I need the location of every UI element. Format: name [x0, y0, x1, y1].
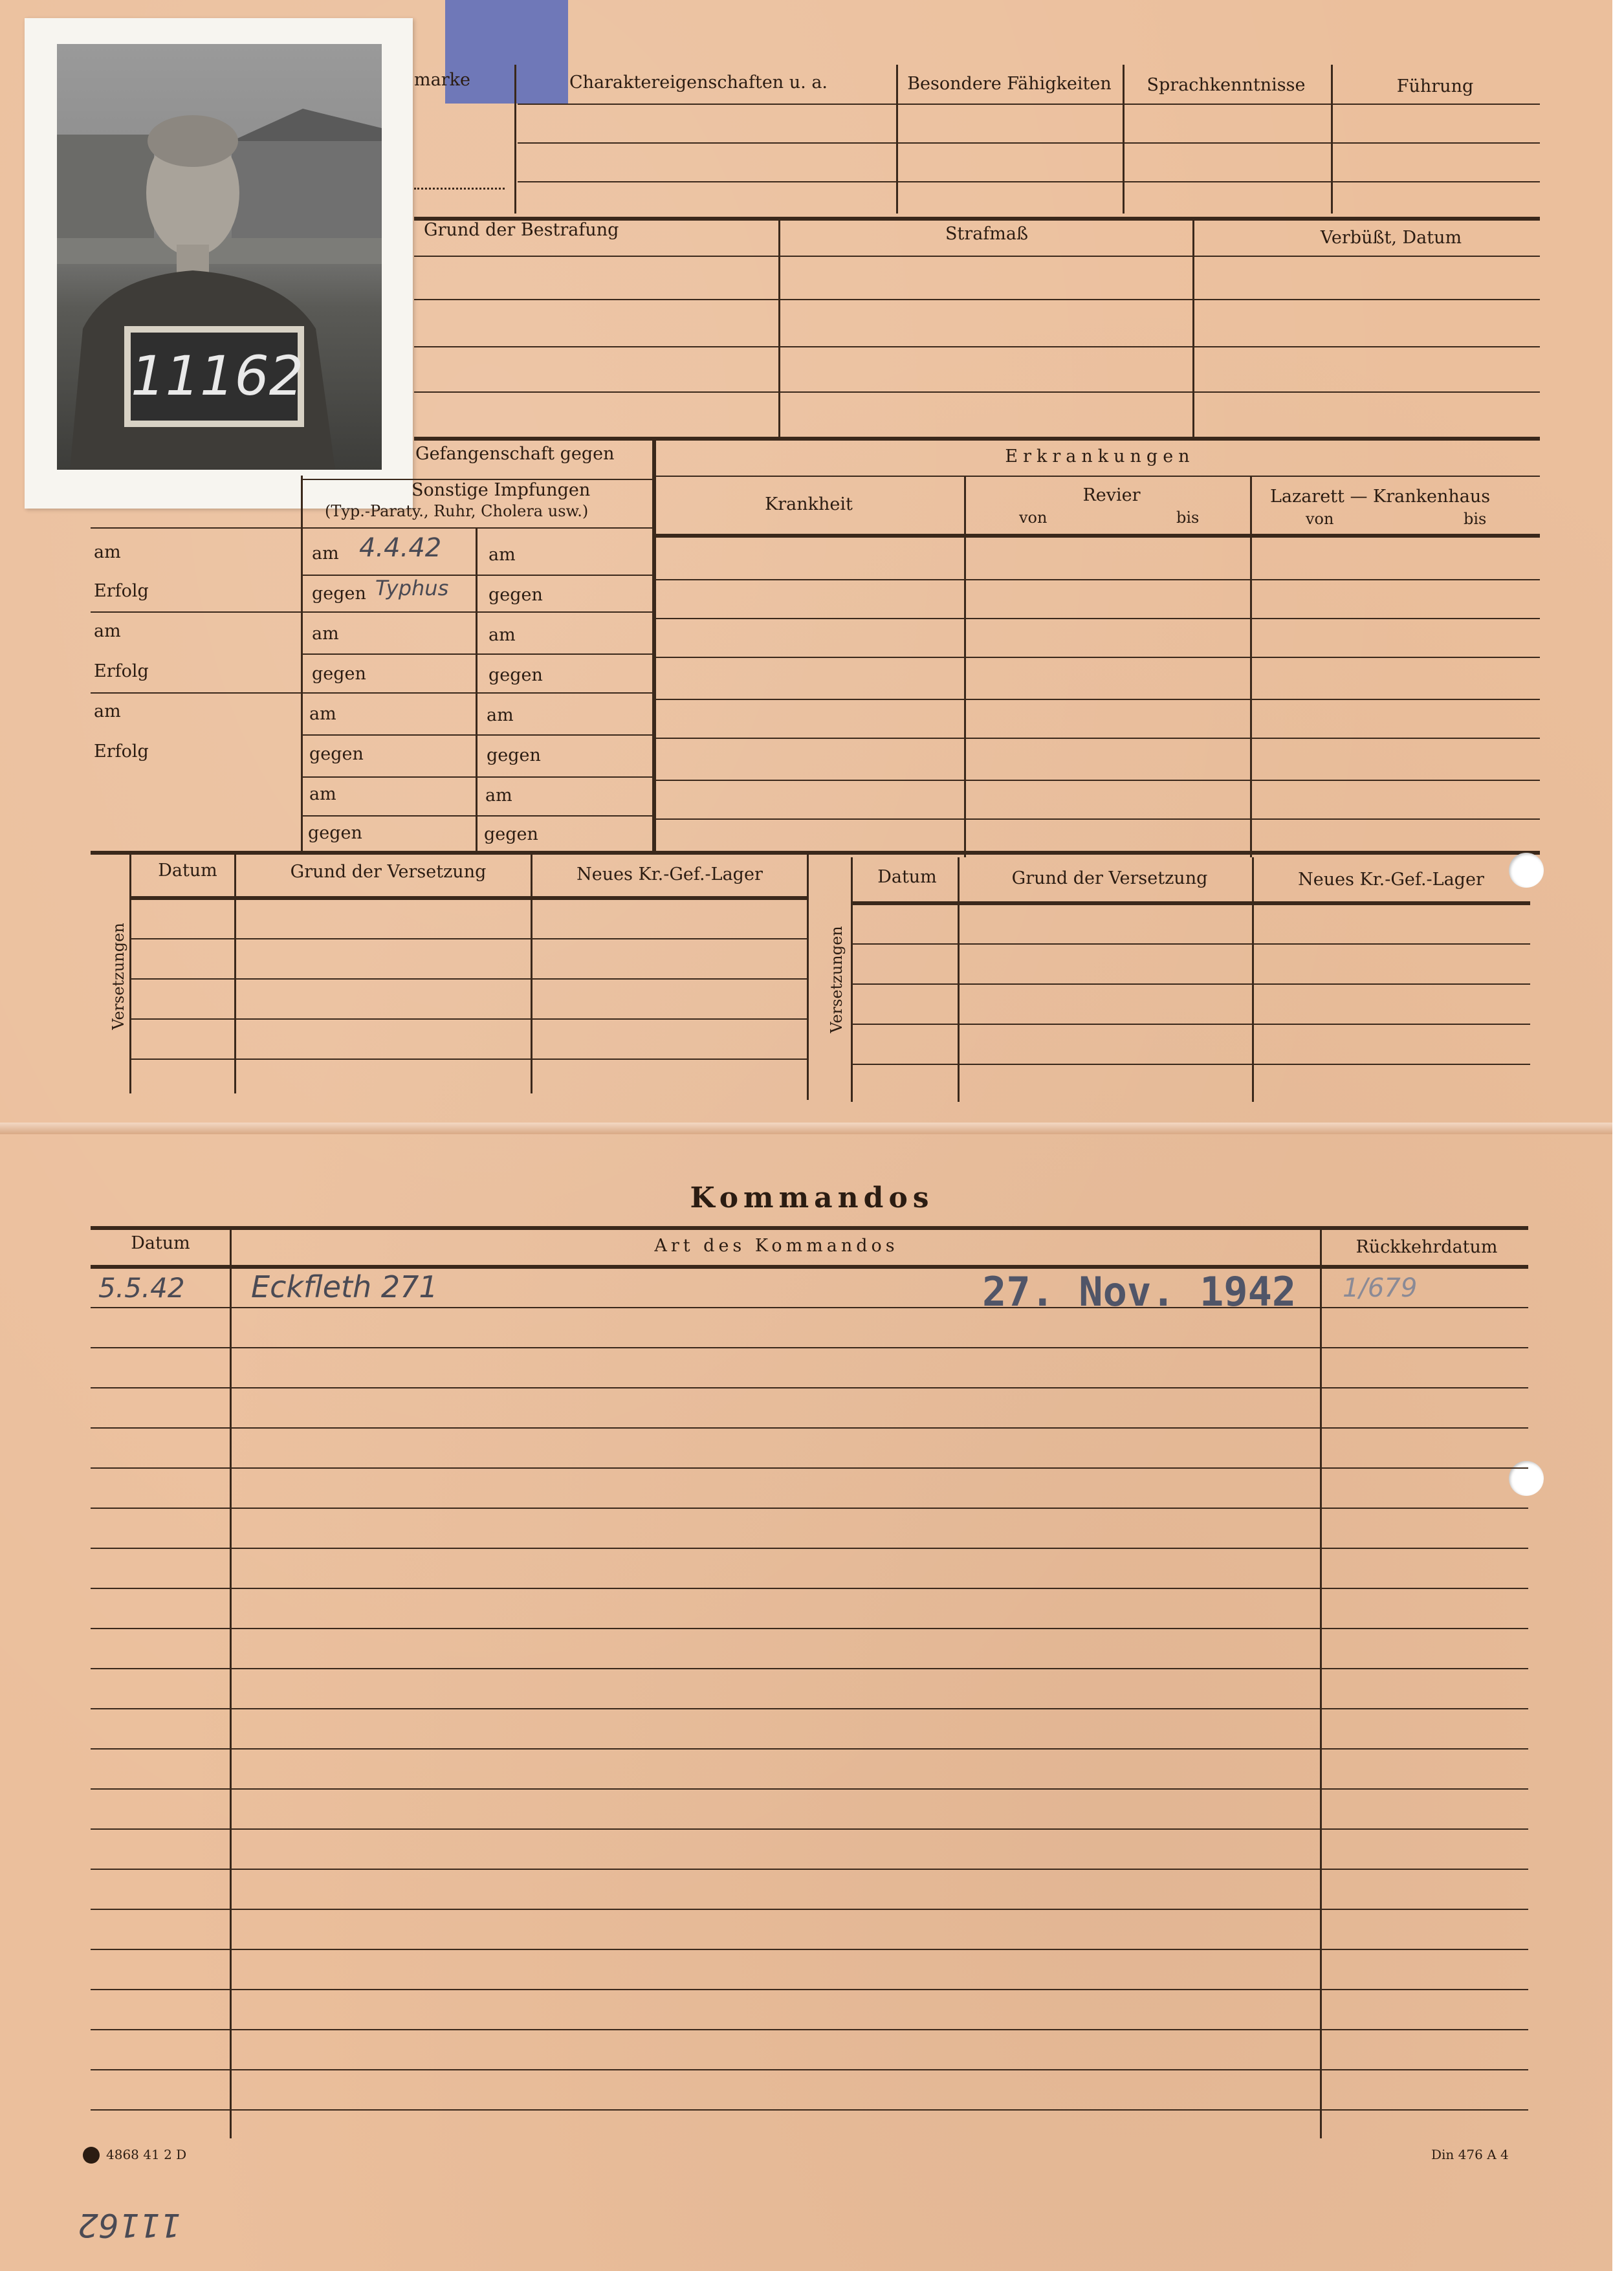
am-label-3c: am	[487, 705, 514, 725]
sonstige-header-2: (Typ.-Paraty., Ruhr, Cholera usw.)	[325, 502, 589, 520]
versetzungen-side-label-1: Versetzungen	[109, 923, 127, 1030]
vers-datum-header-1: Datum	[158, 861, 217, 881]
kommandos-row-line	[91, 1427, 1528, 1429]
am-label-1c: am	[488, 545, 516, 565]
number-slate	[124, 326, 304, 427]
strafen-rule-3	[414, 346, 1540, 347]
am-label-4c: am	[485, 785, 512, 806]
vers-rule-head-1	[129, 896, 809, 900]
publisher-logo-icon	[83, 2147, 100, 2164]
kommandos-row-line	[91, 1869, 1528, 1870]
erk-rule-0	[652, 534, 1540, 538]
gegen-label-1: gegen	[312, 584, 366, 604]
impf-rule-6	[301, 776, 653, 778]
strafen-rule-2	[414, 299, 1540, 300]
vers-divider-6	[958, 857, 960, 1102]
impf-rule-head	[301, 479, 653, 480]
section-rule-3	[91, 851, 1540, 855]
section-rule-2	[414, 437, 1540, 441]
erk-rule-2	[652, 618, 1540, 619]
charakter-header: Charaktereigenschaften u. a.	[569, 72, 828, 93]
kommandos-row-line	[91, 1588, 1528, 1589]
top-divider-3	[1123, 65, 1125, 214]
gegen-label-2b: gegen	[488, 665, 543, 685]
lazarett-von: von	[1306, 510, 1334, 528]
vers-rule-1a	[129, 938, 809, 939]
impf-rule-7	[301, 815, 653, 817]
impf-divider-2	[476, 527, 477, 851]
kommandos-row-line	[91, 1307, 1528, 1308]
revier-von: von	[1019, 509, 1048, 527]
kommandos-row-line	[91, 1548, 1528, 1549]
kommandos-row-line	[91, 1989, 1528, 1990]
handwritten-date: 4.4.42	[359, 533, 442, 563]
revier-header: Revier	[1082, 485, 1141, 505]
am-label-1: am	[94, 542, 121, 562]
fuehrung-header: Führung	[1396, 76, 1474, 96]
kommandos-row-line	[91, 1508, 1528, 1509]
gegen-label-3b: gegen	[487, 745, 541, 765]
vers-divider-5	[851, 857, 853, 1102]
kommando-entry-rueckkehr: 1/679	[1343, 1273, 1418, 1303]
impf-rule-2	[91, 611, 653, 613]
erk-rule-3	[652, 657, 1540, 658]
fold-line	[0, 1123, 1612, 1134]
strafmass-header: Strafmaß	[945, 224, 1029, 244]
kommandos-divider-2	[1320, 1226, 1322, 2138]
top-rule-3	[518, 181, 1540, 182]
vers-grund-header-1: Grund der Versetzung	[290, 862, 487, 882]
am-label-4b: am	[309, 784, 336, 804]
gegen-label-1b: gegen	[488, 585, 543, 605]
kommando-entry-art: Eckfleth 271	[251, 1269, 438, 1304]
impf-rule-5	[301, 734, 653, 736]
punch-hole-1	[1509, 853, 1544, 888]
vers-divider-2	[234, 854, 236, 1093]
date-stamp: 27. Nov. 1942	[982, 1268, 1297, 1315]
erk-rule-4	[652, 699, 1540, 700]
form-number: 4868 41 2 D	[106, 2147, 187, 2162]
vers-rule-1c	[129, 1018, 809, 1020]
vers-rule-1b	[129, 978, 809, 980]
versetzungen-side-label-2: Versetzungen	[827, 926, 846, 1033]
kommandos-row-line	[91, 1949, 1528, 1950]
erk-rule-7	[652, 818, 1540, 820]
kommandos-row-line	[91, 1628, 1528, 1629]
slate-number: 11162	[131, 344, 304, 408]
top-rule-2	[518, 142, 1540, 144]
erk-rule-1	[652, 579, 1540, 580]
am-label-2b: am	[312, 624, 339, 644]
strafen-rule-1	[414, 256, 1540, 257]
am-label-2c: am	[488, 625, 516, 645]
kommandos-row-line	[91, 2069, 1528, 2070]
punch-hole-2	[1509, 1461, 1544, 1496]
kommandos-rueckkehr-header: Rückkehrdatum	[1355, 1237, 1498, 1257]
vers-rule-2b	[851, 983, 1530, 985]
vers-datum-header-2: Datum	[877, 867, 937, 887]
gegen-label-3: gegen	[309, 744, 364, 764]
kommandos-row-line	[91, 1467, 1528, 1469]
erk-rule-5	[652, 738, 1540, 739]
kommandos-row-line	[91, 1828, 1528, 1830]
impf-rule-3	[301, 653, 653, 655]
strafen-rule-4	[414, 391, 1540, 393]
sprachen-header: Sprachkenntnisse	[1147, 75, 1306, 95]
vers-divider-3	[531, 854, 532, 1093]
kommandos-datum-header: Datum	[131, 1233, 190, 1253]
top-divider-4	[1331, 65, 1333, 214]
kommandos-row-line	[91, 1668, 1528, 1669]
am-label-3: am	[94, 701, 121, 721]
sonstige-header-1: Sonstige Impfungen	[411, 480, 591, 500]
kommandos-divider-1	[230, 1226, 232, 2138]
kommandos-row-line	[91, 1748, 1528, 1750]
prisoner-photo	[25, 18, 413, 509]
kommandos-row-line	[91, 1788, 1528, 1790]
vers-lager-header-2: Neues Kr.-Gef.-Lager	[1298, 870, 1484, 890]
impf-rule-4	[91, 692, 653, 694]
top-divider-1	[514, 65, 516, 214]
vers-divider-7	[1252, 857, 1254, 1102]
erk-divider-1	[964, 476, 966, 857]
handwritten-number-bottom: 11162	[78, 2206, 181, 2244]
kommandos-row-line	[91, 1909, 1528, 1910]
impf-divider-3	[652, 437, 656, 851]
kommandos-row-line	[91, 1387, 1528, 1388]
photo-image	[57, 44, 382, 470]
top-rule	[518, 104, 1540, 105]
vers-lager-header-1: Neues Kr.-Gef.-Lager	[576, 864, 763, 884]
revier-bis: bis	[1176, 509, 1200, 527]
vers-divider-1	[129, 854, 131, 1093]
gegen-label-4b: gegen	[484, 824, 538, 844]
faehigkeiten-header: Besondere Fähigkeiten	[907, 74, 1112, 94]
lazarett-header: Lazarett — Krankenhaus	[1269, 487, 1491, 507]
lazarett-bis: bis	[1464, 510, 1487, 528]
vers-rule-head-2	[851, 901, 1530, 905]
kommandos-title: Kommandos	[690, 1181, 934, 1214]
vers-rule-2d	[851, 1064, 1530, 1065]
krankheit-header: Krankheit	[765, 494, 853, 514]
erfolg-label-2: Erfolg	[94, 661, 149, 681]
kommandos-row-line	[91, 2109, 1528, 2111]
erk-rule-head	[652, 476, 1540, 477]
kommando-entry-datum: 5.5.42	[98, 1272, 185, 1304]
kommandos-rule-head	[91, 1265, 1528, 1269]
erkrankungen-header: Erkrankungen	[1005, 446, 1195, 466]
handwritten-typhus: Typhus	[375, 576, 449, 600]
kommandos-row-line	[91, 2029, 1528, 2030]
erk-rule-6	[652, 780, 1540, 781]
vers-divider-4	[807, 854, 809, 1100]
impf-rule-0	[91, 527, 653, 529]
am-label-2: am	[94, 621, 121, 641]
gegen-label-4: gegen	[308, 823, 362, 843]
erk-divider-2	[1250, 476, 1252, 857]
erfolg-label-3: Erfolg	[94, 741, 149, 762]
kommandos-row-line	[91, 1708, 1528, 1709]
kommandos-row-line	[91, 1347, 1528, 1348]
vers-rule-1d	[129, 1059, 809, 1060]
erfolg-label-1: Erfolg	[94, 581, 149, 601]
vers-rule-2a	[851, 943, 1530, 945]
vers-rule-2c	[851, 1024, 1530, 1025]
grund-bestrafung-header: Grund der Bestrafung	[424, 220, 619, 240]
strafen-divider-1	[778, 217, 780, 437]
top-divider-2	[896, 65, 898, 214]
gefangenschaft-header: Gefangenschaft gegen	[415, 444, 615, 464]
gegen-label-2: gegen	[312, 664, 366, 684]
din-format: Din 476 A 4	[1431, 2147, 1509, 2162]
impf-divider-1	[301, 476, 303, 851]
am-label-1b: am	[312, 543, 339, 564]
erkennungsmarke-header: marke	[414, 70, 470, 90]
am-label-3b: am	[309, 704, 336, 724]
impf-rule-1	[301, 575, 653, 576]
kommandos-rule-top	[91, 1226, 1528, 1230]
dotted-line	[414, 188, 505, 190]
strafen-divider-2	[1192, 217, 1194, 437]
vers-grund-header-2: Grund der Versetzung	[1011, 868, 1208, 888]
kommandos-art-header: Art des Kommandos	[654, 1236, 899, 1256]
verbuesst-header: Verbüßt, Datum	[1320, 228, 1462, 248]
